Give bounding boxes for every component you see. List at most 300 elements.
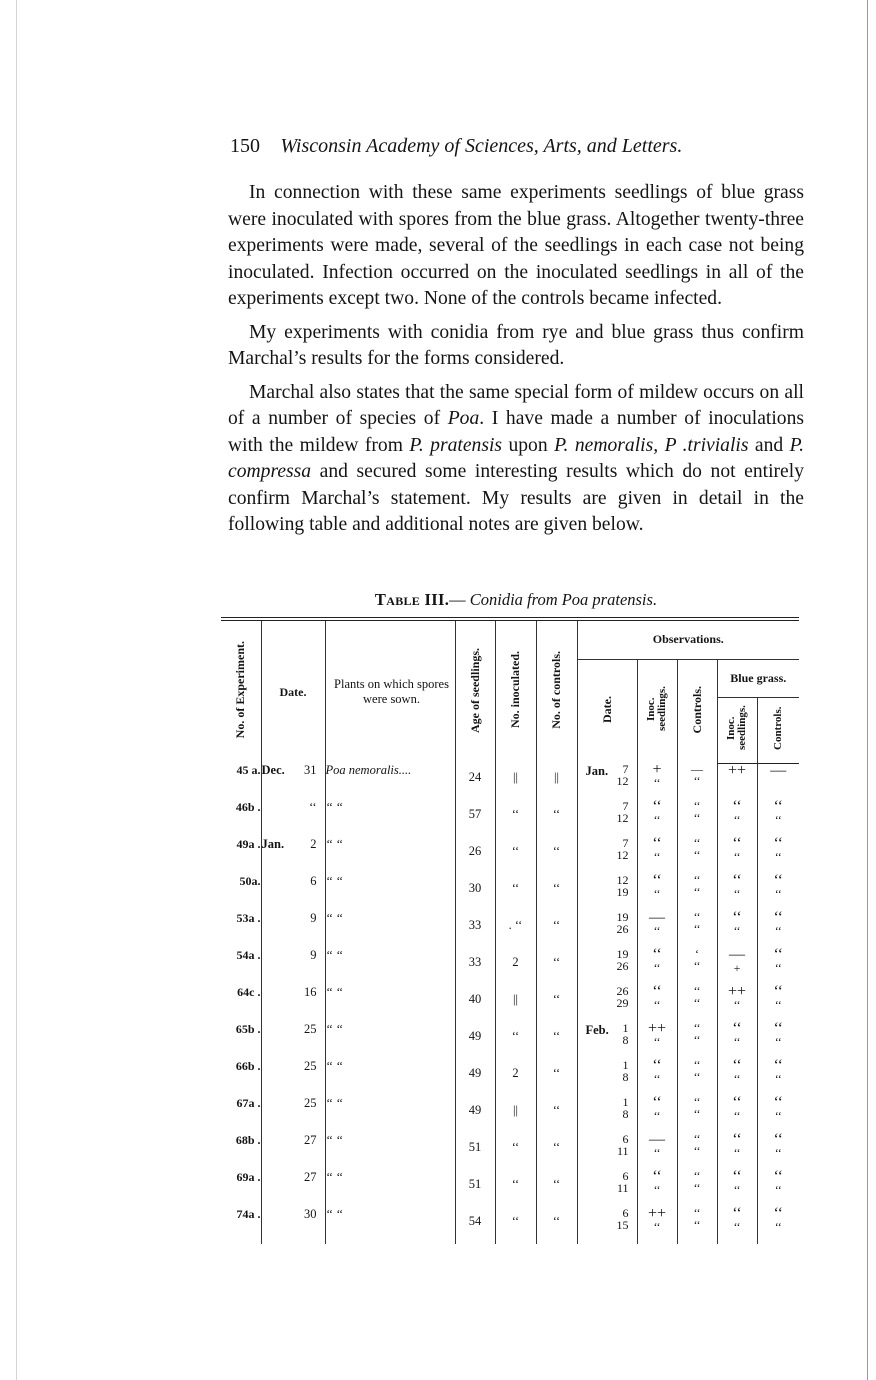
cell-inoc-2: ‘‘ [653, 887, 661, 901]
cell-obs-day-1: 6 [622, 1133, 629, 1146]
paragraph-1: In connection with these same experiments seedlings of blue grass were inoculated with spores from the blue grass. Altogether twenty-three experiments were made, several of the seedlings in each case not being inoculated. Infection occurred on the inoculated seedlings in all of the experiments except two. None of the controls became infected. [228, 182, 804, 309]
cell-experiment: 65b . [235, 1022, 261, 1036]
cell-obs-day-2: 29 [616, 996, 629, 1010]
cell-obs-day-2: 8 [622, 1107, 629, 1121]
cell-plant: ‘‘ ‘‘ [325, 800, 455, 837]
cell-bg-inoc-1: ‘‘ [732, 874, 742, 889]
col-plants: Plants on which spores were sown. [325, 619, 455, 763]
data-table [221, 617, 799, 1244]
cell-bg-ctrl-2: ‘‘ [774, 887, 782, 901]
col-observations: Observations. [577, 619, 799, 659]
cell-bg-inoc-2: ‘‘ [733, 1035, 741, 1049]
cell-obs-controls [677, 911, 717, 948]
cell-inoc-2: ‘‘ [653, 924, 661, 938]
cell-obs-day-2: 12 [616, 811, 629, 825]
cell-inoc-seedlings [637, 1170, 677, 1207]
cell-obs-day-2: 11 [616, 1144, 629, 1158]
cell-inoc-seedlings [637, 985, 677, 1022]
cell-age: 49 [455, 1059, 495, 1096]
cell-date-day: 9 [310, 911, 317, 925]
table-row [221, 985, 799, 1022]
cell-inoc-2: ‘‘ [653, 1072, 661, 1086]
cell-date-day: 9 [310, 948, 317, 962]
cell-obs-day-1: 19 [616, 911, 629, 924]
cell-age: 54 [455, 1207, 495, 1244]
cell-bg-inoc-2: ‘‘ [733, 887, 741, 901]
cell-bg-inoc [717, 1133, 757, 1170]
cell-bg-inoc-2: ‘‘ [733, 1072, 741, 1086]
p3-text-c: upon [502, 434, 555, 456]
cell-inoculated: ‘‘ [495, 800, 536, 837]
p3-genus-poa: Poa [447, 408, 480, 429]
cell-date-day: ‘‘ [309, 800, 317, 814]
cell-controls: ‘‘ [536, 1207, 577, 1244]
cell-obs-date [577, 1096, 637, 1133]
cell-inoc-2: ‘‘ [653, 961, 661, 975]
cell-inoculated: ‘‘ [495, 1207, 536, 1244]
col-obs-controls: Controls. [677, 659, 717, 763]
table-body [221, 763, 799, 1244]
table-row [221, 1059, 799, 1096]
cell-obs-month: Feb. [585, 1023, 609, 1037]
cell-obs-day-1: 19 [616, 948, 629, 961]
p3-text-b: . I have made a number of inoculations with the mildew from [228, 408, 804, 456]
cell-bg-ctrl-2: ‘‘ [774, 813, 782, 827]
cell-inoculated: ‘‘ [495, 1022, 536, 1059]
cell-obs-date [577, 1170, 637, 1207]
col-date: Date. [261, 619, 325, 763]
col-bg-inoc: Inoc. seedlings. [717, 697, 757, 763]
cell-inoculated: ‘‘ [495, 874, 536, 911]
cell-obs-day-2: 12 [616, 848, 629, 862]
p3-text-d: and [748, 434, 790, 456]
p3-species-compressa: P. compressa [228, 434, 805, 482]
cell-obs-day-1: 7 [622, 800, 629, 813]
cell-bg-ctrl-2: ‘‘ [774, 961, 782, 975]
cell-ctrl-2: ‘‘ [693, 1070, 701, 1084]
cell-bg-ctrl-1: — [770, 763, 787, 779]
cell-experiment: 66b . [235, 1059, 261, 1073]
cell-bg-controls [757, 874, 799, 911]
cell-inoc-2: ‘‘ [653, 1146, 661, 1160]
cell-age: 24 [455, 763, 495, 800]
cell-age: 33 [455, 948, 495, 985]
page-number: 150 [230, 135, 260, 157]
cell-inoc-1: ++ [647, 1207, 667, 1222]
cell-obs-controls [677, 763, 717, 800]
cell-date-day: 30 [304, 1207, 317, 1221]
paragraph-2: My experiments with conidia from rye and blue grass thus confirm Marchal’s results for the forms considered. [228, 321, 804, 369]
cell-inoc-seedlings [637, 763, 677, 800]
cell-bg-controls [757, 1207, 799, 1244]
cell-bg-controls [757, 1133, 799, 1170]
cell-inoc-1: ‘‘ [652, 800, 662, 815]
cell-obs-day-2: 26 [616, 959, 629, 973]
cell-obs-date [577, 1059, 637, 1096]
cell-bg-controls [757, 948, 799, 985]
cell-inoculated: . ‘‘ [495, 911, 536, 948]
cell-inoc-2: ‘‘ [653, 1109, 661, 1123]
cell-bg-ctrl-2: ‘‘ [774, 924, 782, 938]
table-label: Table III. [374, 590, 450, 609]
cell-date [261, 763, 325, 800]
cell-bg-inoc [717, 1207, 757, 1244]
cell-experiment: 53a . [236, 911, 261, 925]
cell-obs-day-1: 1 [622, 1022, 629, 1035]
cell-date [261, 1059, 325, 1096]
cell-obs-controls [677, 837, 717, 874]
cell-ctrl-2: ‘‘ [693, 885, 701, 899]
cell-inoc-seedlings [637, 837, 677, 874]
col-controls: No. of controls. [536, 619, 577, 763]
cell-obs-controls [677, 1133, 717, 1170]
cell-bg-inoc [717, 1022, 757, 1059]
cell-obs-date [577, 1207, 637, 1244]
cell-bg-ctrl-2: ‘‘ [774, 850, 782, 864]
cell-obs-date [577, 874, 637, 911]
cell-bg-ctrl-2: ‘‘ [774, 1109, 782, 1123]
cell-ctrl-2: ‘‘ [693, 922, 701, 936]
cell-date [261, 1096, 325, 1133]
paragraph-3 [228, 380, 804, 539]
cell-bg-ctrl-2: ‘‘ [774, 1035, 782, 1049]
table-title: Conidia from Poa pratensis. [469, 590, 658, 609]
cell-inoculated: ‘‘ [495, 1133, 536, 1170]
cell-inoculated: ‘‘ [495, 1170, 536, 1207]
running-header [230, 133, 760, 158]
cell-bg-inoc-1: ‘‘ [732, 800, 742, 815]
cell-date [261, 800, 325, 837]
cell-bg-controls [757, 1096, 799, 1133]
cell-age: 33 [455, 911, 495, 948]
cell-experiment: 69a . [236, 1170, 261, 1184]
cell-bg-inoc-1: — [729, 948, 745, 963]
cell-inoc-1: ‘‘ [652, 985, 662, 1000]
cell-bg-inoc [717, 874, 757, 911]
cell-controls: ‘‘ [536, 874, 577, 911]
cell-date-day: 25 [304, 1059, 317, 1073]
cell-bg-ctrl-1: ‘‘ [773, 1022, 783, 1037]
cell-ctrl-1: ‘‘ [693, 911, 701, 924]
cell-inoc-2: ‘‘ [653, 813, 661, 827]
cell-bg-controls [757, 911, 799, 948]
cell-plant: ‘‘ ‘‘ [325, 911, 455, 948]
cell-obs-day-1: 1 [622, 1059, 629, 1072]
cell-bg-inoc-1: ‘‘ [732, 911, 742, 926]
cell-bg-inoc [717, 985, 757, 1022]
cell-bg-ctrl-1: ‘‘ [773, 1133, 783, 1148]
cell-bg-ctrl-1: ‘‘ [773, 1170, 783, 1185]
cell-inoc-1: ‘‘ [652, 1059, 662, 1074]
col-blue-grass: Blue grass. [717, 659, 799, 697]
cell-ctrl-1: — [691, 763, 703, 776]
table-row [221, 1022, 799, 1059]
cell-bg-controls [757, 985, 799, 1022]
cell-experiment: 46b . [235, 800, 261, 814]
cell-date-day: 31 [304, 763, 317, 777]
table-row [221, 874, 799, 911]
cell-obs-day-2: 11 [616, 1181, 629, 1195]
cell-controls: ‘‘ [536, 1170, 577, 1207]
cell-experiment: 68b . [235, 1133, 261, 1147]
body-text [228, 180, 804, 546]
cell-bg-inoc [717, 948, 757, 985]
cell-inoc-1: + [652, 763, 662, 778]
cell-inoc-seedlings [637, 800, 677, 837]
cell-bg-inoc-2: ‘‘ [733, 924, 741, 938]
cell-bg-inoc-1: ‘‘ [732, 1096, 742, 1111]
cell-controls: ‘‘ [536, 985, 577, 1022]
p3-text-e: and secured some interesting results which do not entirely confirm Marchal’s statement. My results are given in detail in the following table and additional notes are given below. [228, 461, 804, 535]
cell-obs-date [577, 837, 637, 874]
cell-ctrl-2: ‘‘ [693, 1144, 701, 1158]
col-inoc-seedlings: Inoc. seedlings. [637, 659, 677, 763]
cell-inoc-seedlings [637, 1059, 677, 1096]
cell-plant: ‘‘ ‘‘ [325, 874, 455, 911]
cell-obs-date [577, 800, 637, 837]
cell-bg-inoc [717, 1096, 757, 1133]
cell-date [261, 1207, 325, 1244]
cell-obs-day-1: 6 [622, 1170, 629, 1183]
cell-date [261, 948, 325, 985]
cell-bg-inoc-1: ‘‘ [732, 1133, 742, 1148]
cell-obs-date [577, 911, 637, 948]
cell-ctrl-1: ‘‘ [693, 874, 701, 887]
cell-plant: ‘‘ ‘‘ [325, 1207, 455, 1244]
cell-bg-inoc-2: ‘‘ [733, 1109, 741, 1123]
cell-date-month: Dec. [261, 763, 285, 777]
cell-ctrl-1: ‘‘ [693, 1170, 701, 1183]
cell-obs-date [577, 1133, 637, 1170]
cell-bg-inoc-2: ‘‘ [733, 998, 741, 1012]
cell-inoculated: 2 [495, 1059, 536, 1096]
cell-bg-inoc-2: ‘‘ [733, 1146, 741, 1160]
cell-controls: ‘‘ [536, 1096, 577, 1133]
cell-obs-controls [677, 1059, 717, 1096]
cell-ctrl-1: ‘‘ [693, 837, 701, 850]
cell-ctrl-2: ‘‘ [693, 811, 701, 825]
cell-obs-day-2: 26 [616, 922, 629, 936]
cell-date [261, 874, 325, 911]
cell-bg-ctrl-1: ‘‘ [773, 837, 783, 852]
cell-bg-ctrl-1: ‘‘ [773, 874, 783, 889]
cell-age: 57 [455, 800, 495, 837]
cell-obs-date [577, 763, 637, 800]
caption-dash: — [449, 590, 466, 609]
journal-title: Wisconsin Academy of Sciences, Arts, and Letters. [280, 135, 683, 157]
cell-ctrl-2: ‘‘ [693, 996, 701, 1010]
table-row [221, 1096, 799, 1133]
cell-bg-ctrl-2: ‘‘ [774, 1220, 782, 1234]
cell-experiment: 50a. [239, 874, 261, 888]
cell-bg-controls [757, 1059, 799, 1096]
cell-date-day: 2 [310, 837, 317, 851]
cell-bg-ctrl-1: ‘‘ [773, 985, 783, 1000]
cell-bg-inoc [717, 763, 757, 800]
table-row [221, 948, 799, 985]
cell-ctrl-2: ‘‘ [693, 774, 701, 788]
cell-inoc-2: ‘‘ [653, 998, 661, 1012]
cell-controls: ‘‘ [536, 800, 577, 837]
col-obs-date: Date. [577, 659, 637, 763]
cell-bg-controls [757, 800, 799, 837]
cell-date-day: 27 [304, 1133, 317, 1147]
p3-text-a: Marchal also states that the same special form of mildew occurs on all of a number of species of [228, 381, 804, 429]
cell-ctrl-2: ‘‘ [693, 1107, 701, 1121]
cell-obs-month: Jan. [585, 764, 609, 778]
cell-bg-ctrl-2: ‘‘ [774, 998, 782, 1012]
cell-obs-day-1: 7 [622, 837, 629, 850]
cell-inoc-1: — [649, 1133, 665, 1148]
cell-bg-ctrl-1: ‘‘ [773, 800, 783, 815]
header-row-1 [221, 619, 799, 659]
cell-date [261, 911, 325, 948]
table-row [221, 1207, 799, 1244]
cell-inoc-seedlings [637, 1096, 677, 1133]
table-caption [228, 590, 804, 610]
cell-age: 49 [455, 1022, 495, 1059]
cell-inoc-1: ‘‘ [652, 948, 662, 963]
cell-inoc-seedlings [637, 948, 677, 985]
cell-plant: Poa nemoralis.... [325, 763, 455, 800]
cell-inoc-2: ‘‘ [653, 1220, 661, 1234]
cell-age: 49 [455, 1096, 495, 1133]
cell-inoc-2: ‘‘ [653, 850, 661, 864]
cell-date [261, 1022, 325, 1059]
cell-ctrl-1: ‘‘ [693, 1207, 701, 1220]
cell-bg-inoc [717, 837, 757, 874]
cell-inoc-seedlings [637, 1022, 677, 1059]
cell-inoc-1: ‘‘ [652, 874, 662, 889]
cell-ctrl-2: ‘‘ [693, 848, 701, 862]
cell-age: 30 [455, 874, 495, 911]
cell-bg-inoc-1: ‘‘ [732, 1022, 742, 1037]
cell-bg-inoc-2: ‘‘ [733, 850, 741, 864]
cell-inoculated: || [495, 1096, 536, 1133]
cell-date [261, 1170, 325, 1207]
cell-plant: ‘‘ ‘‘ [325, 1170, 455, 1207]
table-row [221, 837, 799, 874]
cell-plant: ‘‘ ‘‘ [325, 1059, 455, 1096]
cell-bg-inoc-2: ‘‘ [733, 1183, 741, 1197]
cell-ctrl-1: ‘‘ [693, 800, 701, 813]
cell-inoc-1: ++ [647, 1022, 667, 1037]
cell-inoc-2: ‘‘ [653, 776, 661, 790]
cell-obs-day-2: 8 [622, 1033, 629, 1047]
cell-experiment: 67a . [236, 1096, 261, 1110]
cell-age: 26 [455, 837, 495, 874]
cell-controls: ‘‘ [536, 1133, 577, 1170]
cell-bg-inoc [717, 1059, 757, 1096]
cell-ctrl-1: ‘‘ [693, 1022, 701, 1035]
cell-obs-day-2: 15 [616, 1218, 629, 1232]
cell-date-day: 16 [304, 985, 317, 999]
cell-date-day: 25 [304, 1096, 317, 1110]
cell-date [261, 837, 325, 874]
table-row [221, 763, 799, 800]
cell-bg-inoc-1: ++ [727, 763, 747, 779]
cell-controls: ‘‘ [536, 837, 577, 874]
cell-date-day: 6 [310, 874, 317, 888]
cell-inoculated: ‘‘ [495, 837, 536, 874]
cell-bg-inoc [717, 911, 757, 948]
cell-bg-ctrl-2: ‘‘ [774, 1072, 782, 1086]
cell-bg-inoc-1: ‘‘ [732, 1059, 742, 1074]
cell-bg-inoc-1: ‘‘ [732, 837, 742, 852]
cell-bg-ctrl-1: ‘‘ [773, 911, 783, 926]
table-row [221, 1170, 799, 1207]
cell-plant: ‘‘ ‘‘ [325, 1022, 455, 1059]
cell-inoculated: 2 [495, 948, 536, 985]
cell-inoculated: || [495, 763, 536, 800]
cell-controls: ‘‘ [536, 948, 577, 985]
cell-bg-controls [757, 1022, 799, 1059]
cell-inoc-1: ‘‘ [652, 1096, 662, 1111]
cell-obs-date [577, 1022, 637, 1059]
cell-bg-ctrl-2: ‘‘ [774, 1183, 782, 1197]
cell-plant: ‘‘ ‘‘ [325, 948, 455, 985]
cell-inoc-1: ‘‘ [652, 1170, 662, 1185]
cell-plant: ‘‘ ‘‘ [325, 1133, 455, 1170]
cell-experiment: 64c . [237, 985, 261, 999]
cell-inoculated: || [495, 985, 536, 1022]
cell-date [261, 985, 325, 1022]
cell-ctrl-2: ‘‘ [693, 1218, 701, 1232]
cell-date-month: Jan. [261, 837, 285, 851]
cell-bg-ctrl-2: ‘‘ [774, 1146, 782, 1160]
cell-date-day: 27 [304, 1170, 317, 1184]
table-row [221, 911, 799, 948]
cell-bg-controls [757, 763, 799, 800]
cell-bg-ctrl-1: ‘‘ [773, 1096, 783, 1111]
cell-obs-controls [677, 874, 717, 911]
cell-date-day: 25 [304, 1022, 317, 1036]
cell-experiment: 54a . [236, 948, 261, 962]
col-bg-controls: Controls. [757, 697, 799, 763]
cell-bg-controls [757, 837, 799, 874]
cell-obs-day-1: 6 [622, 1207, 629, 1220]
cell-bg-inoc-1: ‘‘ [732, 1207, 742, 1222]
cell-age: 40 [455, 985, 495, 1022]
cell-obs-controls [677, 1207, 717, 1244]
cell-controls: || [536, 763, 577, 800]
cell-ctrl-1: ‘‘ [693, 985, 701, 998]
cell-obs-date [577, 948, 637, 985]
col-inoculated: No. inoculated. [495, 619, 536, 763]
cell-inoc-seedlings [637, 1133, 677, 1170]
cell-ctrl-1: ‘‘ [693, 1133, 701, 1146]
cell-plant: ‘‘ ‘‘ [325, 837, 455, 874]
cell-bg-ctrl-1: ‘‘ [773, 1059, 783, 1074]
cell-inoc-1: — [649, 911, 665, 926]
cell-experiment: 49a . [236, 837, 261, 851]
cell-obs-day-1: 7 [622, 763, 629, 776]
cell-ctrl-1: ‘‘ [693, 1096, 701, 1109]
cell-obs-day-2: 19 [616, 885, 629, 899]
col-experiment: No. of Experiment. [221, 619, 261, 763]
cell-obs-controls [677, 1022, 717, 1059]
cell-bg-inoc-2: + [733, 961, 741, 975]
cell-inoc-seedlings [637, 911, 677, 948]
cell-inoc-1: ‘‘ [652, 837, 662, 852]
cell-bg-ctrl-1: ‘‘ [773, 948, 783, 963]
cell-age: 51 [455, 1170, 495, 1207]
cell-obs-controls [677, 948, 717, 985]
cell-bg-inoc-1: ++ [727, 985, 747, 1000]
cell-obs-date [577, 985, 637, 1022]
cell-bg-inoc [717, 1170, 757, 1207]
cell-inoc-seedlings [637, 1207, 677, 1244]
